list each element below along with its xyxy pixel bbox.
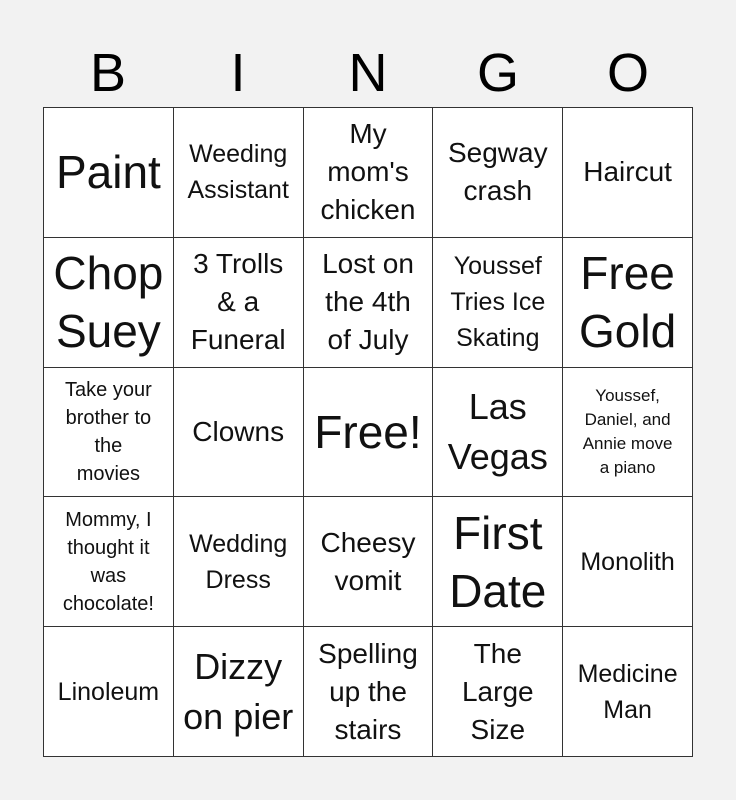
cell-text: Weeding Assistant	[187, 140, 289, 205]
bingo-cell-r5c3[interactable]	[304, 627, 434, 757]
bingo-cell-r5c1[interactable]	[44, 627, 174, 757]
bingo-cell-r5c2[interactable]	[174, 627, 304, 757]
bingo-cell-r4c1[interactable]	[44, 497, 174, 627]
cell-text: Cheesy vomit	[320, 526, 416, 596]
cell-text: First Date	[449, 506, 547, 617]
bingo-header	[43, 40, 693, 106]
bingo-cell-r3c2[interactable]	[174, 368, 304, 498]
bingo-cell-r5c4[interactable]	[433, 627, 563, 757]
bingo-cell-r3c4[interactable]	[433, 368, 563, 498]
cell-text: Free Gold	[579, 247, 677, 358]
cell-text: Take your brother to the movies	[65, 378, 152, 485]
bingo-cell-r4c3[interactable]	[304, 497, 434, 627]
cell-text: Youssef Tries Ice Skating	[450, 252, 546, 353]
bingo-cell-r5c5[interactable]	[563, 627, 693, 757]
bingo-cell-r1c1[interactable]	[44, 108, 174, 238]
cell-text: Lost on the 4th of July	[322, 248, 414, 356]
header-letter-n: N	[348, 43, 388, 103]
cell-text: Youssef, Daniel, and Annie move a piano	[582, 385, 673, 477]
bingo-cell-r3c3[interactable]	[304, 368, 434, 498]
cell-text: Medicine Man	[577, 659, 678, 724]
header-letter-i: I	[230, 43, 246, 103]
header-letter-g: G	[476, 43, 519, 103]
bingo-card-grid	[43, 107, 693, 757]
cell-text: 3 Trolls & a Funeral	[190, 248, 286, 356]
bingo-cell-r2c4[interactable]	[433, 238, 563, 368]
bingo-cell-r1c3[interactable]	[304, 108, 434, 238]
bingo-cell-r1c5[interactable]	[563, 108, 693, 238]
cell-text: Free!	[314, 405, 422, 458]
bingo-cell-r2c3[interactable]	[304, 238, 434, 368]
header-letter-b: B	[89, 43, 127, 103]
cell-text: Haircut	[583, 156, 672, 188]
cell-text: Dizzy on pier	[183, 645, 294, 737]
bingo-cell-r2c2[interactable]	[174, 238, 304, 368]
cell-text: Mommy, I thought it was chocolate!	[62, 508, 154, 615]
cell-text: Segway crash	[447, 137, 548, 207]
cell-text: Monolith	[580, 547, 675, 576]
cell-text: Linoleum	[57, 677, 160, 706]
cell-text: My mom's chicken	[320, 118, 416, 226]
bingo-cell-r4c2[interactable]	[174, 497, 304, 627]
cell-text: Clowns	[192, 415, 285, 447]
cell-text: Chop Suey	[53, 247, 164, 358]
bingo-cell-r2c5[interactable]	[563, 238, 693, 368]
cell-text: The Large Size	[461, 637, 534, 745]
bingo-cell-r3c1[interactable]	[44, 368, 174, 498]
cell-text: Spelling up the stairs	[318, 637, 418, 745]
bingo-cell-r1c2[interactable]	[174, 108, 304, 238]
bingo-cell-r4c4[interactable]	[433, 497, 563, 627]
cell-text: Paint	[55, 146, 161, 199]
bingo-cell-r3c5[interactable]	[563, 368, 693, 498]
bingo-cell-r2c1[interactable]	[44, 238, 174, 368]
bingo-cell-r4c5[interactable]	[563, 497, 693, 627]
cell-text: Las Vegas	[447, 385, 548, 477]
header-letter-o: O	[606, 43, 649, 103]
cell-text: Wedding Dress	[189, 529, 288, 594]
bingo-cell-r1c4[interactable]	[433, 108, 563, 238]
